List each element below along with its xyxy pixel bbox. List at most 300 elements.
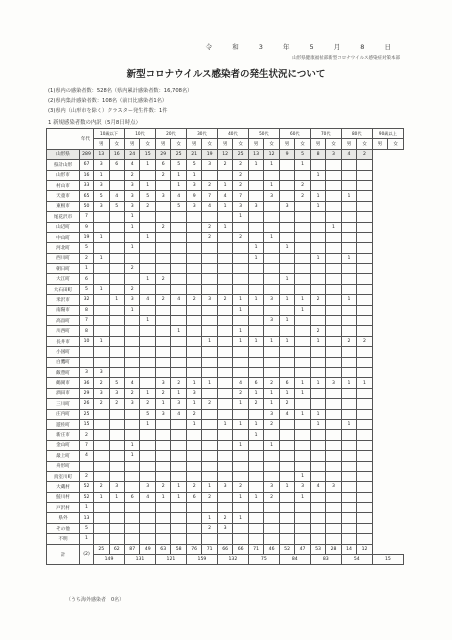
count-cell: 3 [233, 201, 248, 211]
count-cell: 3 [264, 409, 279, 419]
table-row [47, 451, 404, 461]
count-cell [326, 513, 341, 523]
count-cell [341, 440, 356, 450]
count-cell [186, 305, 201, 315]
count-cell [124, 503, 139, 513]
count-cell [94, 451, 109, 461]
count-cell [109, 232, 124, 242]
male-header: 男 [124, 139, 139, 149]
count-cell: 1 [94, 284, 109, 294]
age-group-header: 60代 [279, 129, 310, 139]
table-row [47, 212, 404, 222]
count-cell [140, 534, 155, 544]
count-cell [94, 503, 109, 513]
municipality-name: 西川町 [47, 253, 80, 263]
municipality-name: 鶴岡市 [47, 378, 80, 388]
table-row [47, 232, 404, 242]
count-cell: 2 [124, 284, 139, 294]
count-cell [202, 212, 217, 222]
summary-list [48, 86, 192, 116]
count-cell [94, 326, 109, 336]
count-cell [357, 471, 372, 481]
table-row [47, 243, 404, 253]
count-cell: 4 [140, 295, 155, 305]
count-cell: 2 [217, 513, 232, 523]
count-cell [109, 471, 124, 481]
count-cell: 1 [233, 295, 248, 305]
count-cell [326, 170, 341, 180]
count-cell [171, 461, 186, 471]
count-cell: 3 [186, 201, 201, 211]
count-cell [357, 222, 372, 232]
municipality-name: 金山町 [47, 440, 80, 450]
count-cell: 1 [124, 451, 139, 461]
count-cell: 2 [202, 180, 217, 190]
count-cell: 6 [248, 378, 263, 388]
female-header: 女 [171, 139, 186, 149]
count-cell [124, 409, 139, 419]
count-cell [233, 461, 248, 471]
municipality-name: 庄内町 [47, 409, 80, 419]
count-cell [155, 212, 170, 222]
count-cell [124, 419, 139, 429]
count-cell [326, 471, 341, 481]
count-cell: 1 [140, 160, 155, 170]
count-cell [295, 399, 310, 409]
count-cell: 1 [233, 305, 248, 315]
count-cell: 1 [171, 388, 186, 398]
count-cell: 1 [279, 295, 294, 305]
count-cell: 1 [140, 180, 155, 190]
count-cell [248, 503, 263, 513]
row-total: 7 [80, 316, 94, 326]
count-cell [357, 388, 372, 398]
count-cell [155, 264, 170, 274]
count-cell [186, 212, 201, 222]
male-header: 男 [248, 139, 263, 149]
count-cell: 3 [202, 160, 217, 170]
count-cell: 2 [202, 492, 217, 502]
count-cell: 6 [124, 492, 139, 502]
count-cell [357, 440, 372, 450]
count-cell [124, 367, 139, 377]
male-header: 男 [94, 139, 109, 149]
female-header: 女 [295, 139, 310, 149]
municipality-name: 小国町 [47, 347, 80, 357]
count-cell [171, 419, 186, 429]
footnote: （うち海外感染者 0名） [66, 597, 125, 603]
count-cell: 2 [233, 160, 248, 170]
count-cell: 4 [140, 492, 155, 502]
count-cell: 1 [279, 243, 294, 253]
row-total: 26 [80, 399, 94, 409]
municipality-name: 朝日町 [47, 264, 80, 274]
count-cell [186, 316, 201, 326]
count-cell [357, 191, 372, 201]
count-cell [357, 523, 372, 533]
count-cell: 1 [264, 160, 279, 170]
count-cell [171, 243, 186, 253]
count-cell [109, 284, 124, 294]
table-row [47, 295, 404, 305]
count-cell [171, 451, 186, 461]
municipality-name: 河北町 [47, 243, 80, 253]
count-cell [109, 274, 124, 284]
count-cell [140, 523, 155, 533]
count-cell: 5 [171, 201, 186, 211]
count-cell [248, 284, 263, 294]
count-cell [217, 212, 232, 222]
count-cell: 1 [171, 170, 186, 180]
count-cell: 2 [233, 170, 248, 180]
count-cell [295, 284, 310, 294]
count-cell [295, 232, 310, 242]
municipality-name: 長井市 [47, 336, 80, 346]
count-cell [310, 388, 325, 398]
count-cell [279, 513, 294, 523]
count-cell [233, 503, 248, 513]
age-total-cell: 131 [124, 555, 155, 565]
table-row [47, 264, 404, 274]
count-cell [341, 274, 356, 284]
count-cell: 2 [248, 399, 263, 409]
age-group-header: 10歳以下 [94, 129, 125, 139]
count-cell [109, 170, 124, 180]
count-cell: 25 [233, 149, 248, 159]
count-cell [264, 471, 279, 481]
count-cell [341, 347, 356, 357]
count-cell: 1 [248, 388, 263, 398]
count-cell: 1 [217, 201, 232, 211]
count-cell: 5 [94, 191, 109, 201]
count-cell [357, 326, 372, 336]
count-cell [140, 471, 155, 481]
count-cell [248, 471, 263, 481]
municipality-name: 飯豊町 [47, 367, 80, 377]
male-header: 男 [372, 139, 387, 149]
count-cell [202, 264, 217, 274]
count-cell [109, 180, 124, 190]
count-cell [171, 264, 186, 274]
count-cell [171, 347, 186, 357]
count-cell [326, 232, 341, 242]
count-cell [94, 264, 109, 274]
count-cell [140, 357, 155, 367]
summary-item: (1)県内の感染者数：528名（県内累計感染者数：16,708名） [48, 88, 193, 94]
count-cell: 4 [171, 409, 186, 419]
count-cell [109, 357, 124, 367]
count-cell: 1 [233, 419, 248, 429]
table-row [47, 305, 404, 315]
female-header: 女 [233, 139, 248, 149]
count-cell: 5 [140, 409, 155, 419]
row-total: 7 [80, 440, 94, 450]
count-cell [341, 471, 356, 481]
count-cell [94, 523, 109, 533]
count-cell: 3 [295, 482, 310, 492]
count-cell: 4 [202, 201, 217, 211]
count-cell [248, 191, 263, 201]
count-cell [279, 347, 294, 357]
count-cell [279, 191, 294, 201]
row-total: 5 [80, 523, 94, 533]
row-total: 10 [80, 336, 94, 346]
count-cell [357, 201, 372, 211]
count-cell [233, 243, 248, 253]
count-cell [357, 243, 372, 253]
count-cell [279, 232, 294, 242]
count-cell: 2 [233, 388, 248, 398]
count-cell [295, 419, 310, 429]
count-cell [341, 399, 356, 409]
count-cell [310, 523, 325, 533]
count-cell [124, 534, 139, 544]
count-cell [326, 180, 341, 190]
count-cell: 2 [217, 160, 232, 170]
count-cell [341, 388, 356, 398]
count-cell: 24 [124, 149, 139, 159]
count-cell [341, 284, 356, 294]
count-cell [295, 430, 310, 440]
male-header: 男 [279, 139, 294, 149]
count-cell [357, 409, 372, 419]
count-cell: 1 [248, 160, 263, 170]
row-total: 8 [80, 326, 94, 336]
count-cell [217, 274, 232, 284]
count-cell: 1 [295, 305, 310, 315]
count-cell [233, 264, 248, 274]
sex-total-cell: 25 [94, 544, 109, 554]
sex-total-cell: 14 [341, 544, 356, 554]
count-cell [341, 492, 356, 502]
count-cell [202, 451, 217, 461]
count-cell [109, 305, 124, 315]
count-cell: 3 [94, 201, 109, 211]
table-row [47, 513, 404, 523]
table-row [47, 430, 404, 440]
count-cell [310, 305, 325, 315]
count-cell: 4 [233, 378, 248, 388]
count-cell [310, 471, 325, 481]
row-total: 7 [80, 212, 94, 222]
count-cell [248, 523, 263, 533]
count-cell [310, 264, 325, 274]
table-row [47, 347, 404, 357]
count-cell: 1 [279, 482, 294, 492]
count-cell [217, 430, 232, 440]
count-cell: 1 [186, 378, 201, 388]
row-total: 5 [80, 284, 94, 294]
count-cell: 5 [109, 201, 124, 211]
count-cell: 1 [279, 336, 294, 346]
count-cell [264, 503, 279, 513]
municipality-name: 遊佐町 [47, 419, 80, 429]
table-row [47, 201, 404, 211]
count-cell: 1 [341, 253, 356, 263]
sex-total-cell: 12 [357, 544, 372, 554]
age-total-cell: 83 [310, 555, 341, 565]
count-cell [326, 461, 341, 471]
count-cell [295, 367, 310, 377]
count-cell: 1 [248, 492, 263, 502]
table-row [47, 492, 404, 502]
count-cell [217, 534, 232, 544]
count-cell [357, 284, 372, 294]
count-cell: 1 [94, 170, 109, 180]
count-cell [357, 316, 372, 326]
row-total [80, 347, 94, 357]
count-cell: 1 [171, 482, 186, 492]
count-cell [264, 430, 279, 440]
count-cell: 1 [202, 378, 217, 388]
count-cell [171, 430, 186, 440]
age-total-cell: 121 [155, 555, 186, 565]
count-cell [248, 367, 263, 377]
count-cell [264, 534, 279, 544]
count-cell [326, 274, 341, 284]
count-cell [217, 492, 232, 502]
count-cell: 3 [124, 399, 139, 409]
municipality-name: 不明 [47, 534, 80, 544]
count-cell: 1 [124, 305, 139, 315]
count-cell [233, 347, 248, 357]
count-cell: 3 [124, 201, 139, 211]
count-cell [140, 212, 155, 222]
count-cell [155, 451, 170, 461]
sex-total-cell: 28 [326, 544, 341, 554]
age-total-cell: 132 [217, 555, 248, 565]
count-cell: 3 [94, 180, 109, 190]
count-cell: 3 [140, 482, 155, 492]
municipality-name: 酒田市 [47, 388, 80, 398]
count-cell [202, 284, 217, 294]
count-cell: 2 [295, 191, 310, 201]
count-cell [186, 503, 201, 513]
count-cell [124, 347, 139, 357]
count-cell [279, 253, 294, 263]
count-cell: 1 [155, 492, 170, 502]
count-cell [326, 399, 341, 409]
count-cell [341, 503, 356, 513]
count-cell [140, 378, 155, 388]
age-group-header: 20代 [155, 129, 186, 139]
row-total: 29 [80, 388, 94, 398]
municipality-name: 白鷹町 [47, 357, 80, 367]
count-cell [217, 471, 232, 481]
count-cell: 5 [140, 191, 155, 201]
count-cell [124, 471, 139, 481]
count-cell [295, 513, 310, 523]
count-cell: 2 [233, 232, 248, 242]
count-cell: 3 [279, 201, 294, 211]
count-cell: 7 [233, 191, 248, 201]
count-cell: 5 [109, 378, 124, 388]
count-cell [357, 160, 372, 170]
count-cell: 1 [264, 388, 279, 398]
count-cell [326, 534, 341, 544]
count-cell: 6 [186, 492, 201, 502]
count-cell [279, 264, 294, 274]
count-cell: 1 [140, 274, 155, 284]
count-cell [124, 253, 139, 263]
count-cell: 9 [279, 149, 294, 159]
row-total: 52 [80, 482, 94, 492]
count-cell: 6 [279, 378, 294, 388]
count-cell: 1 [171, 492, 186, 502]
count-cell: 8 [310, 149, 325, 159]
count-cell: 1 [217, 180, 232, 190]
count-cell [202, 534, 217, 544]
count-cell [217, 264, 232, 274]
count-cell: 2 [171, 378, 186, 388]
municipality-name: 真室川町 [47, 471, 80, 481]
count-cell [155, 430, 170, 440]
count-cell: 1 [233, 492, 248, 502]
count-cell: 29 [155, 149, 170, 159]
municipality-name: 最上町 [47, 451, 80, 461]
count-cell [233, 367, 248, 377]
age-total-cell: 54 [341, 555, 372, 565]
count-cell [94, 409, 109, 419]
municipality-name: 大石田町 [47, 284, 80, 294]
count-cell [186, 336, 201, 346]
count-cell: 2 [357, 336, 372, 346]
count-cell [186, 430, 201, 440]
count-cell [357, 399, 372, 409]
count-cell: 1 [140, 316, 155, 326]
sex-total-cell: 62 [109, 544, 124, 554]
header-corner-cell: 年代 [47, 129, 94, 150]
sex-total-cell: 52 [279, 544, 294, 554]
row-total [80, 357, 94, 367]
age-header-row [47, 129, 404, 139]
count-cell [264, 326, 279, 336]
document-date: 令 和 3 年 5 月 8 日 [205, 43, 400, 51]
count-cell [341, 243, 356, 253]
count-cell [140, 336, 155, 346]
count-cell [94, 471, 109, 481]
count-cell [310, 461, 325, 471]
age-total-cell: 15 [372, 555, 403, 565]
count-cell: 2 [202, 222, 217, 232]
sex-total-cell: 53 [310, 544, 325, 554]
count-cell: 2 [109, 399, 124, 409]
count-cell [155, 503, 170, 513]
count-cell [248, 326, 263, 336]
count-cell [326, 430, 341, 440]
count-cell [217, 347, 232, 357]
female-header: 女 [357, 139, 372, 149]
municipality-name: 山形県 [47, 149, 80, 159]
count-cell: 1 [124, 440, 139, 450]
count-cell: 16 [109, 149, 124, 159]
count-cell: 1 [341, 191, 356, 201]
sex-header-row [47, 139, 404, 149]
municipality-name: 高畠町 [47, 316, 80, 326]
count-cell: 1 [310, 191, 325, 201]
count-cell [248, 357, 263, 367]
count-cell [217, 461, 232, 471]
count-cell [155, 367, 170, 377]
count-cell: 2 [341, 336, 356, 346]
count-cell [155, 347, 170, 357]
count-cell [264, 222, 279, 232]
count-cell: 1 [233, 513, 248, 523]
count-cell [124, 523, 139, 533]
count-cell: 4 [171, 191, 186, 201]
count-cell: 3 [186, 180, 201, 190]
row-total: 6 [80, 274, 94, 284]
